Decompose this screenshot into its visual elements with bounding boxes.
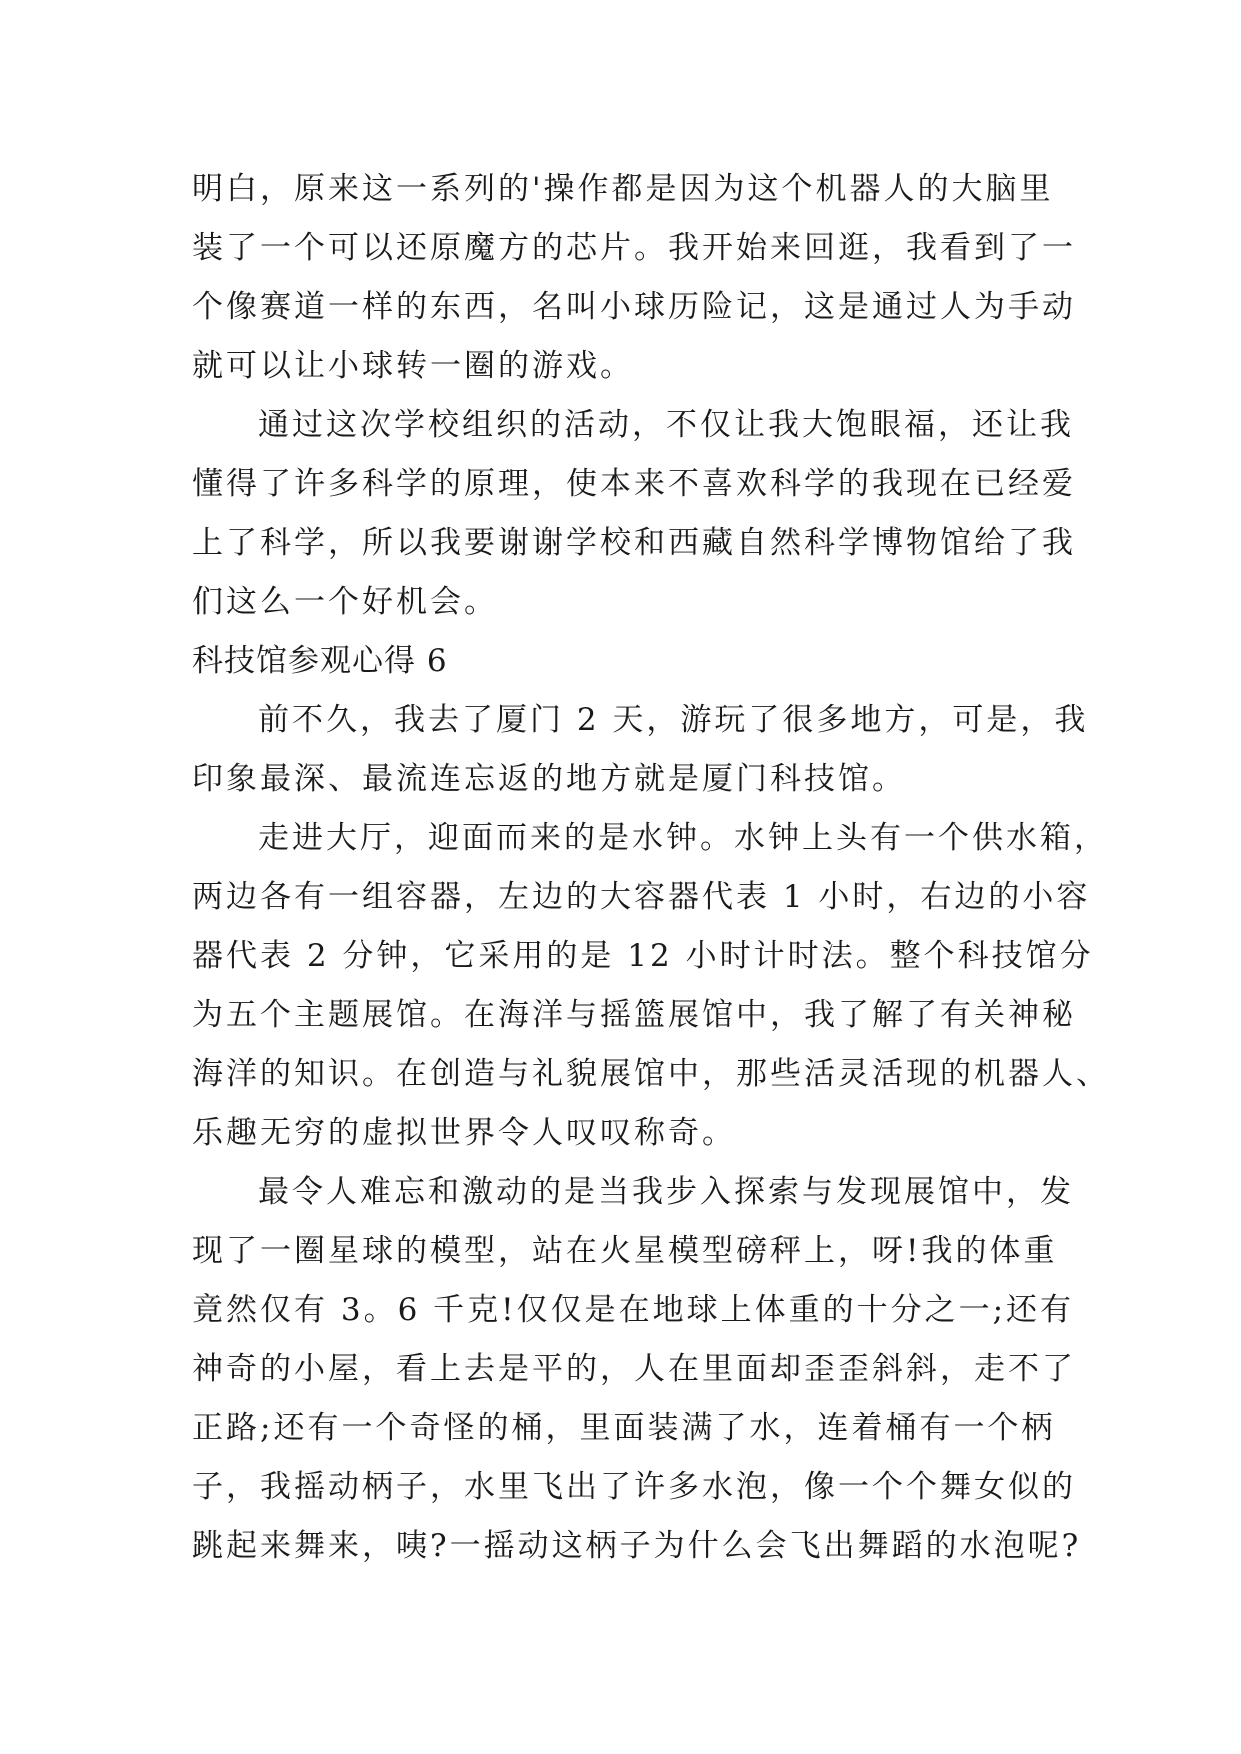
paragraph-first-line: 前不久，我去了厦门 2 天，游玩了很多地方，可是，我: [258, 702, 1089, 738]
section-heading: 科技馆参观心得 6: [192, 643, 448, 679]
text-line: 乐趣无穷的虚拟世界令人叹叹称奇。: [192, 1115, 736, 1151]
text-line: 正路;还有一个奇怪的桶，里面装满了水，连着桶有一个柄: [192, 1410, 1056, 1446]
text-line: 懂得了许多科学的原理，使本来不喜欢科学的我现在已经爱: [192, 466, 1076, 502]
text-line: 明白，原来这一系列的'操作都是因为这个机器人的大脑里: [192, 171, 1054, 207]
paragraph-first-line: 最令人难忘和激动的是当我步入探索与发现展馆中，发: [258, 1174, 1074, 1210]
text-line: 竟然仅有 3。6 千克!仅仅是在地球上体重的十分之一;还有: [192, 1292, 1075, 1328]
text-line: 上了科学，所以我要谢谢学校和西藏自然科学博物馆给了我: [192, 525, 1076, 561]
text-line: 两边各有一组容器，左边的大容器代表 1 小时，右边的小容: [192, 879, 1091, 915]
paragraph-first-line: 走进大厅，迎面而来的是水钟。水钟上头有一个供水箱，: [258, 820, 1108, 856]
text-line: 就可以让小球转一圈的游戏。: [192, 348, 634, 384]
text-line: 个像赛道一样的东西，名叫小球历险记，这是通过人为手动: [192, 289, 1076, 325]
text-line: 现了一圈星球的模型，站在火星模型磅秤上，呀!我的体重: [192, 1233, 1058, 1269]
document-body: [192, 160, 1110, 1576]
paragraph-first-line: 通过这次学校组织的活动，不仅让我大饱眼福，还让我: [258, 407, 1074, 443]
text-line: 印象最深、最流连忘返的地方就是厦门科技馆。: [192, 761, 906, 797]
text-line: 装了一个可以还原魔方的芯片。我开始来回逛，我看到了一: [192, 230, 1076, 266]
text-line: 海洋的知识。在创造与礼貌展馆中，那些活灵活现的机器人、: [192, 1056, 1110, 1092]
text-line: 为五个主题展馆。在海洋与摇篮展馆中，我了解了有关神秘: [192, 997, 1076, 1033]
text-line: 子，我摇动柄子，水里飞出了许多水泡，像一个个舞女似的: [192, 1469, 1076, 1505]
text-line: 器代表 2 分钟，它采用的是 12 小时计时法。整个科技馆分: [192, 938, 1094, 974]
text-line: 跳起来舞来，咦?一摇动这柄子为什么会飞出舞蹈的水泡呢?: [192, 1528, 1082, 1564]
text-line: 们这么一个好机会。: [192, 584, 498, 620]
text-line: 神奇的小屋，看上去是平的，人在里面却歪歪斜斜，走不了: [192, 1351, 1076, 1387]
